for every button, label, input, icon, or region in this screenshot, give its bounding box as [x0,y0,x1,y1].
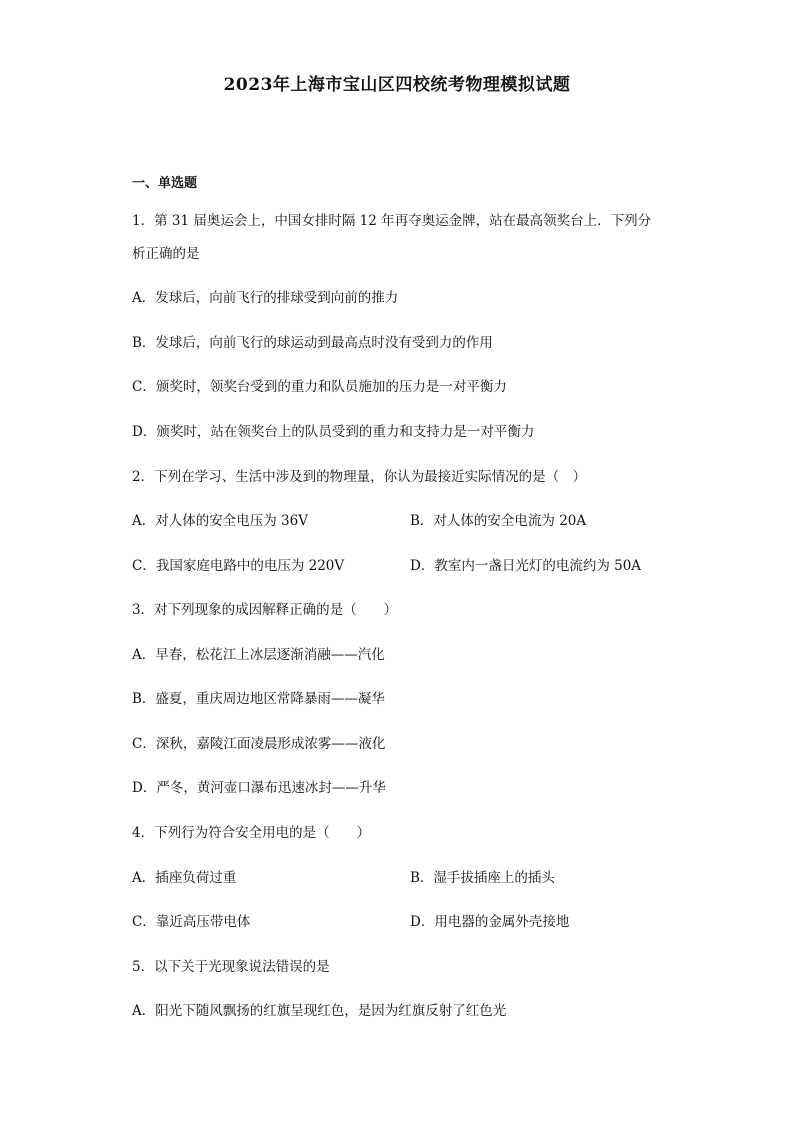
question-2-option-b: B．对人体的安全电流为 20A [410,513,587,529]
question-2-option-a: A．对人体的安全电压为 36V [132,513,308,529]
question-3-option-c: C．深秋，嘉陵江面凌晨形成浓雾——液化 [132,736,386,752]
question-5-option-a: A．阳光下随风飘扬的红旗呈现红色，是因为红旗反射了红色光 [132,1003,507,1019]
question-4-option-d: D．用电器的金属外壳接地 [410,914,570,930]
question-4-stem: 4．下列行为符合安全用电的是（ ） [132,825,371,841]
question-4-option-c: C．靠近高压带电体 [132,914,251,930]
question-5-stem: 5．以下关于光现象说法错误的是 [132,959,330,975]
question-2-option-d: D．教室内一盏日光灯的电流约为 50A [410,558,642,574]
page-title: 2023年上海市宝山区四校统考物理模拟试题 [223,75,571,95]
question-1-option-d: D．颁奖时，站在领奖台上的队员受到的重力和支持力是一对平衡力 [132,424,535,440]
question-3-option-d: D．严冬，黄河壶口瀑布迅速冰封——升华 [132,780,386,796]
question-1-option-c: C．颁奖时，领奖台受到的重力和队员施加的压力是一对平衡力 [132,379,507,395]
question-3-option-b: B．盛夏，重庆周边地区常降暴雨——凝华 [132,691,385,707]
question-4-option-a: A．插座负荷过重 [132,870,237,886]
question-3-stem: 3．对下列现象的成因解释正确的是（ ） [132,602,398,618]
section-heading: 一、单选题 [132,176,198,191]
question-2-option-c: C．我国家庭电路中的电压为 220V [132,558,345,574]
question-1-stem-line1: 1．第 31 届奥运会上，中国女排时隔 12 年再夺奥运金牌，站在最高领奖台上．下列分 [132,213,652,229]
question-1-option-a: A．发球后，向前飞行的排球受到向前的推力 [132,290,399,306]
question-3-option-a: A．早春，松花江上冰层逐渐消融——汽化 [132,647,385,663]
question-2-stem: 2．下列在学习、生活中涉及到的物理量，你认为最接近实际情况的是（ ） [132,469,587,485]
question-1-stem-line2: 析正确的是 [132,246,200,262]
question-1-option-b: B．发球后，向前飞行的球运动到最高点时没有受到力的作用 [132,335,493,351]
question-4-option-b: B．湿手拔插座上的插头 [410,870,555,886]
